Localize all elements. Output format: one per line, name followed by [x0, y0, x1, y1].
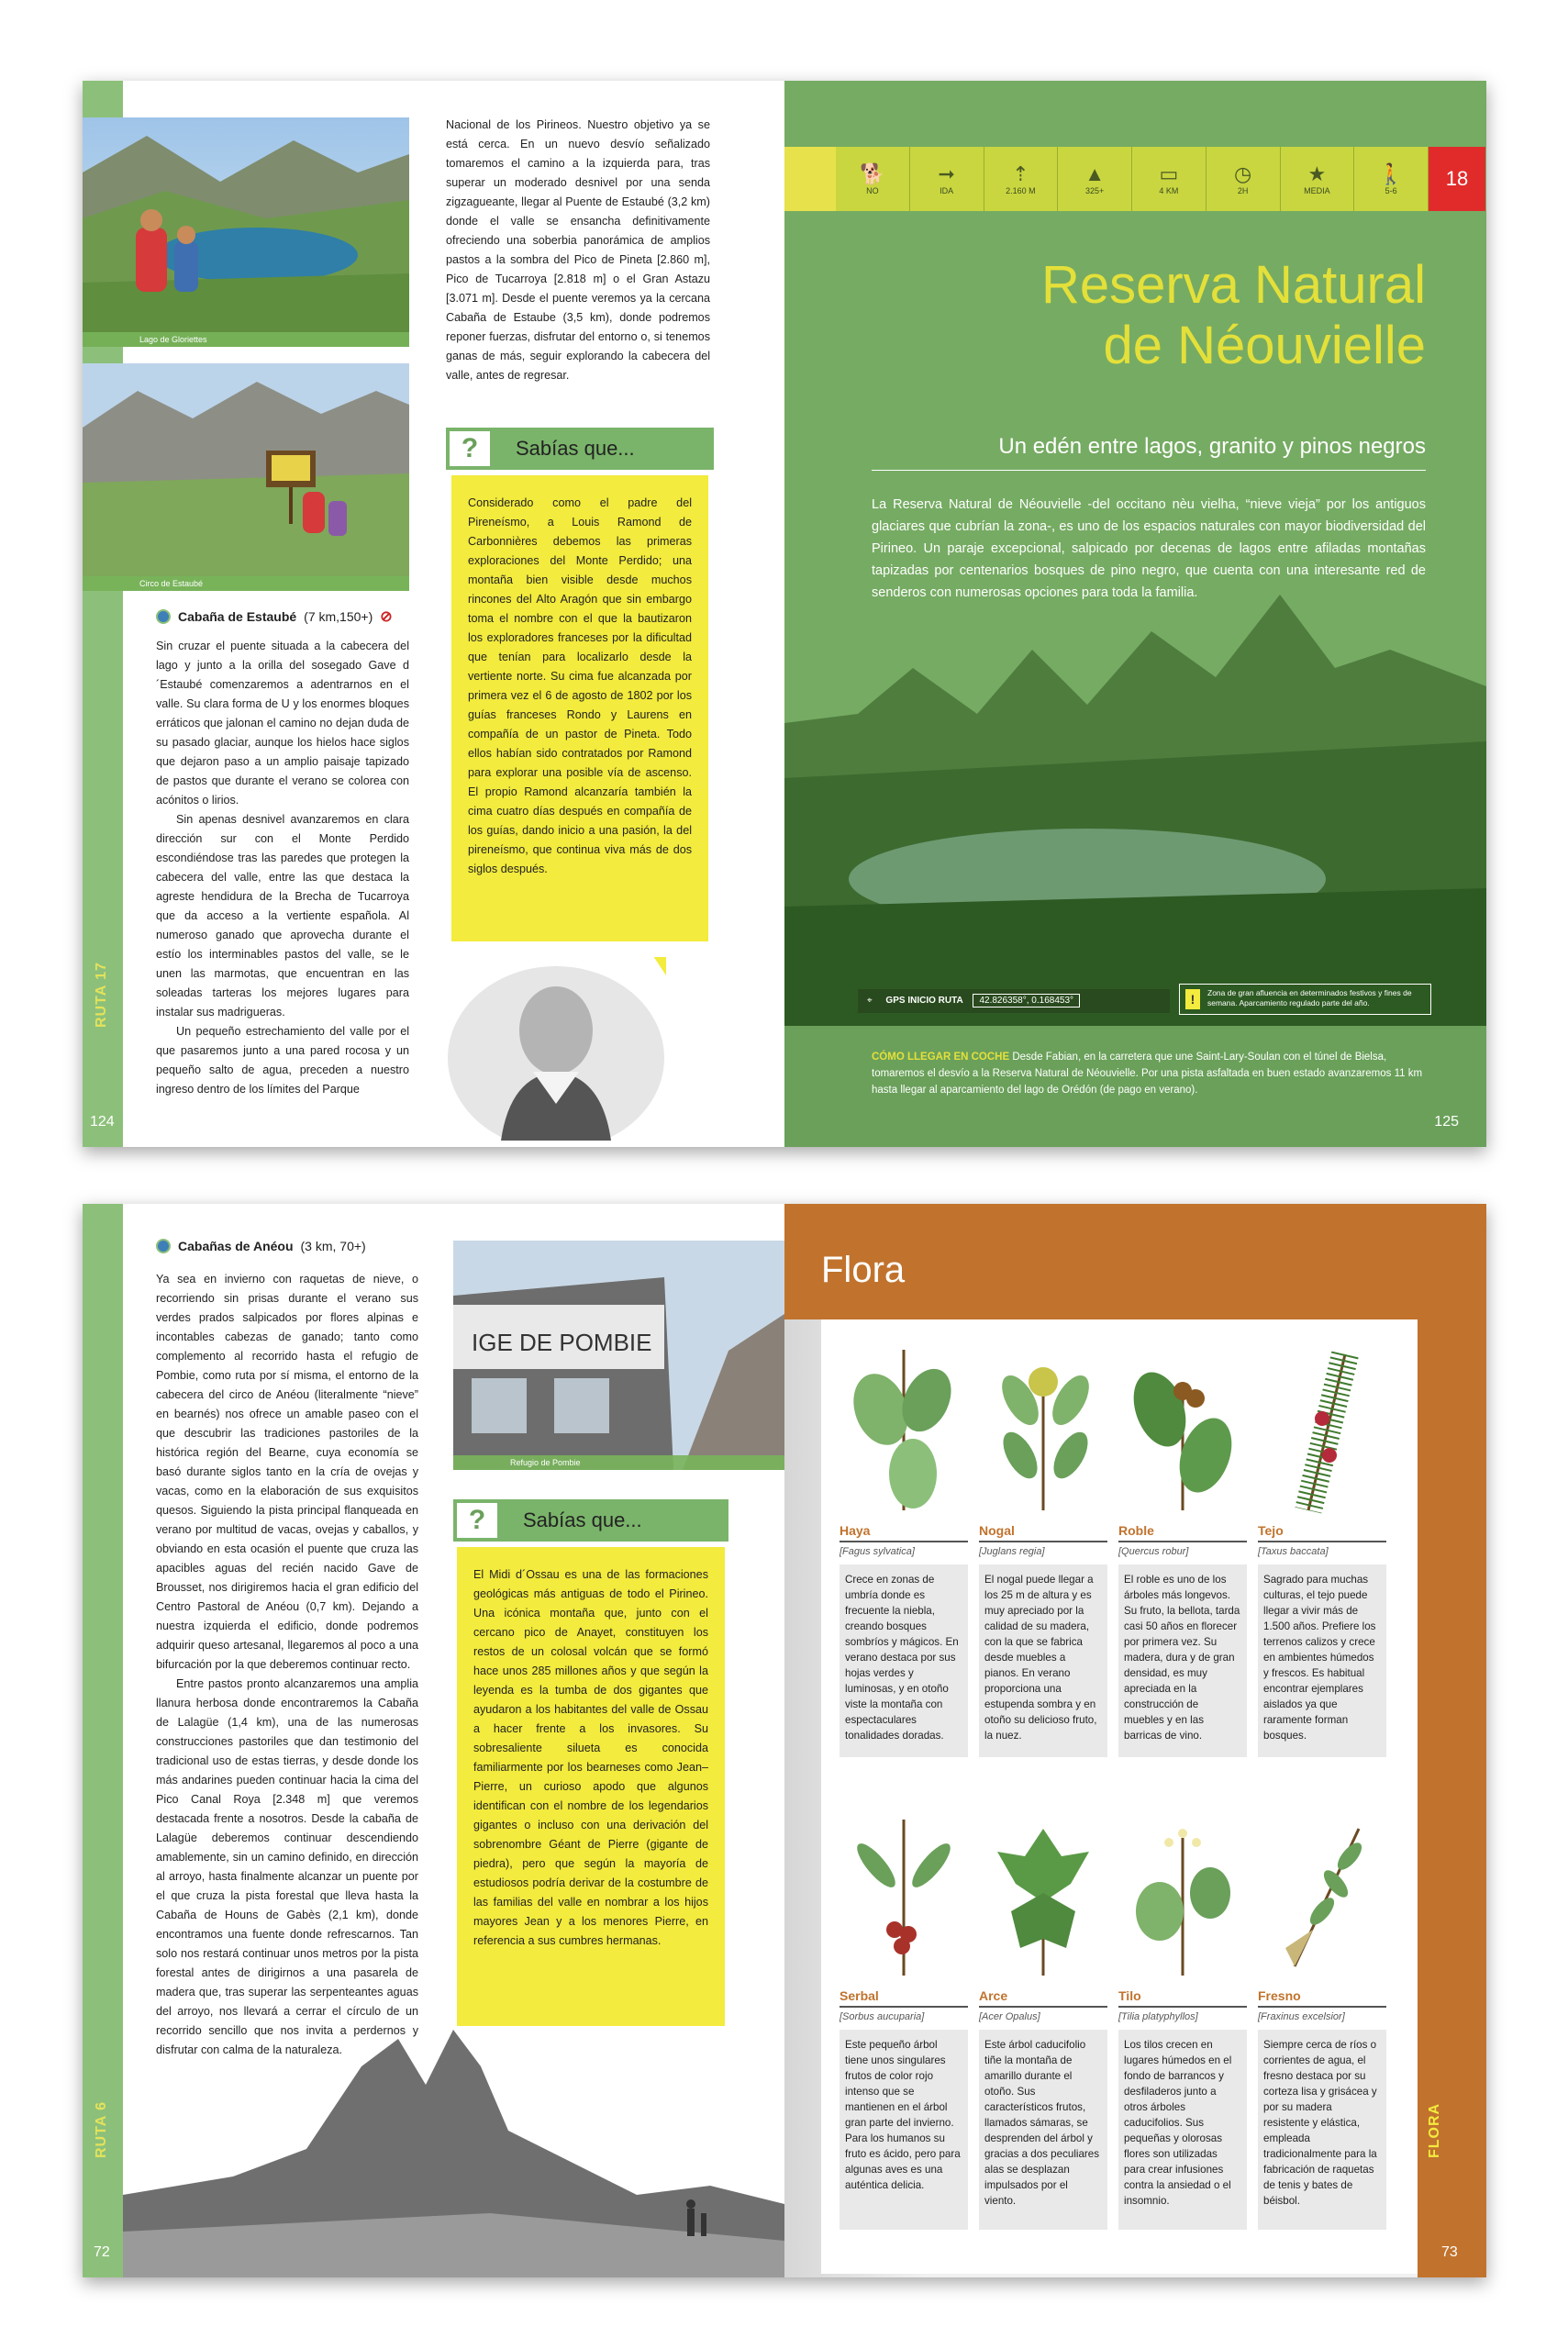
- no-dogs-icon: ⊘: [380, 609, 393, 625]
- question-icon: ?: [457, 1503, 497, 1538]
- photo-lago-gloriettes: [83, 117, 409, 347]
- paragraph: Nacional de los Pirineos. Nuestro objetivo ya se está cerca. En un nuevo desvío señalizado tomaremos el camino a la izquierda para, tras superar un moderado desnivel por una senda zigzagueante, llegar al Puente de Estaubé (3,2 km) donde el valle se ensancha definitivamente ofreciendo una soberbia panorámica de amplios pastos a la sombra del Pico de Pineta [2.860 m], Pico de Tucarroya [2.818 m] o el Gran Astazu [3.071 m]. Desde el puente veremos ya la cercana Cabaña de Estaube (3,5 km), donde podremos reponer fuerzas, disfrutar del entorno o, si tenemos ganas de más, seguir explorando la cabecera del valle, antes de regresar.: [446, 118, 710, 382]
- plant-haya: Haya [Fagus sylvatica] Crece en zonas de umbría donde es frecuente la niebla, creando bosques sombríos y mágicos. En verano destaca por sus hojas verdes y luminosas, y en otoño viste la montaña con espectaculares tonalidades doradas.: [840, 1345, 968, 1757]
- plant-fresno: Fresno [Fraxinus excelsior] Siempre cerca de ríos o corrientes de agua, el fresno destaca por su corteza lisa y grisácea y por su madera resistente y elástica, empleada tradicionalmente para la fabricación de raquetas de tenis y bates de béisbol.: [1258, 1810, 1386, 2230]
- paragraph: Un pequeño estrechamiento del valle por el que pasaremos junto a una pared rocosa y un pequeño salto de agua, preceden a nuestro ingreso dentro de los límites del Parque: [156, 1025, 409, 1096]
- side-label: FLORA: [1427, 2102, 1442, 2158]
- info-age: 🚶 5-6: [1354, 147, 1429, 211]
- spread-ruta-17: [83, 81, 1486, 1147]
- page-125: [784, 81, 1486, 1147]
- sabias-que-box: [453, 1499, 728, 2026]
- page-number: 73: [1441, 2244, 1458, 2260]
- child-icon: 🚶: [1378, 162, 1404, 185]
- photo-caption: Lago de Gloriettes: [83, 332, 409, 347]
- paragraph: Sin apenas desnivel avanzaremos en clara dirección sur con el Monte Perdido escondiéndose tras las paredes que protegen la cabecera del valle, entre las que destaca la agreste hendidura de la Brecha de Tucarroya que da acceso a la vertiente española. Al numeroso ganado que aprovecha durante el estío los interminables pastos del valle, se le unen las marmotas, que encuentran en las soleadas tarteras los mejores lugares para instalar sus madrigueras.: [156, 813, 409, 1019]
- plant-tejo: Tejo [Taxus baccata] Sagrado para muchas culturas, el tejo puede llegar a vivir más de 1.500 años. Prefiere los terrenos calizos y crece en ambientes húmedos y frescos. Es habitual encontrar ejemplares aislados ya que raramente forman bosques.: [1258, 1345, 1386, 1757]
- photo-caption: Circo de Estaubé: [83, 576, 409, 591]
- route-strip: [83, 1204, 123, 2277]
- portrait-ramond: [446, 957, 666, 1141]
- flora-panel: [821, 1319, 1418, 2274]
- info-bar-spacer: [784, 147, 836, 211]
- info-difficulty: ★ MEDIA: [1281, 147, 1355, 211]
- plant-serbal: Serbal [Sorbus aucuparia] Este pequeño árbol tiene unos singulares frutos de color rojo intenso que se mantienen en el árbol gran parte del invierno. Para los humanos su fruto es ácido, pero para algunas aves es una auténtica delicia.: [840, 1810, 968, 2230]
- howto-text: Desde Fabian, en la carretera que une Saint-Lary-Soulan con el túnel de Bielsa, tomaremos el desvío a la Reserva Natural de Néouvielle. Por una pista asfaltada en buen estado avanzaremos 11 km hasta llegar al aparcamiento del lago de Orédón (de pago en verano).: [872, 1052, 1423, 1096]
- route-label: RUTA 17: [94, 962, 109, 1028]
- page-title: Reserva Natural de Néouvielle: [1040, 255, 1426, 375]
- info-elevation: ▲ 325+: [1058, 147, 1132, 211]
- photo-refugio-pombie: [453, 1241, 784, 1470]
- section-heading: [156, 607, 393, 626]
- text-column-2: [446, 116, 710, 385]
- page-73-flora: [784, 1204, 1486, 2277]
- dog-icon: 🐕: [860, 162, 885, 185]
- page-number: 72: [94, 2244, 110, 2260]
- how-to-arrive: [872, 1049, 1426, 1098]
- sabias-title: Sabías que...: [516, 437, 635, 460]
- flora-side-strip: [1418, 1204, 1486, 2277]
- paragraph: Sin cruzar el puente situada a la cabecera del lago y junto a la orilla del sosegado Gave d´Estaubé comenzaremos a adentrarnos en el valle. Su clara forma de U y los enormes bloques erráticos que jalonan el camino no dejan duda de su pasado glaciar, aunque los hielos hace siglos que dejaron paso a un amplio paisaje tapizado de pastos que durante el verano se colorea con acónitos o lirios.: [156, 640, 409, 807]
- flora-header: [784, 1204, 1486, 1319]
- page-number: 124: [90, 1114, 115, 1130]
- route-point-icon: [156, 609, 171, 624]
- plant-roble: Roble [Quercus robur] El roble es uno de los árboles más longevos. Su fruto, la bellota, tarda casi 50 años en florecer por primera vez. Su madera, dura y de gran densidad, es muy apreciada en la construcción de muebles y en las barricas de vino.: [1118, 1345, 1247, 1757]
- subtitle-rule: [872, 470, 1426, 471]
- sabias-text: El Midi d´Ossau es una de las formaciones geológicas más antiguas de todo el Pirineo. Una icónica montaña que, junto con el cercano pico de Anayet, constituyen los restos de un colosal volcán que se formó hace unos 285 millones años y que según la leyenda es la tumba de dos gigantes que ayudaron a los habitantes del valle de Ossau a hacer frente a los invasores. Su sobresaliente silueta es conocida familiarmente por los bearneses como Jean–Pierre, un curioso apodo que algunos identifican con el nombre de los legendarios gigantes o incluso con una derivación del sobrenombre Géant de Pierre (gigante de piedra), pero que según la mayoría de estudiosos podría derivar de la costumbre de las familias del valle en nombrar a los hijos mayores Jean y a los menores Pierre, en referencia a sus cumbres hermanas.: [457, 1547, 725, 2026]
- paragraph: Entre pastos pronto alcanzaremos una amplia llanura herbosa donde encontraremos la Cabaña de Lalagüe (1,4 km), una de las numerosas construcciones pastoriles que dan testimonio del tradicional uso de estas tierras, y desde donde los más andarines pueden continuar hacia la cima del Pico Canal Roya [2.348 m] que veremos destacada frente a nosotros. Desde la cabaña de Lalagüe deberemos continuar descendiendo amablemente, sin un camino definido, en dirección al arroyo, hasta finalmente alcanzar un puente por el que cruza la pista forestal que lleva hasta la Cabaña de Houns de Gabès (2,1 km), donde encontramos una fuente donde refrescarnos. Tan solo nos restará continuar unos metros por la pista forestal antes de dirigirnos a una pasarela de madera que, tras superar las serpenteantes aguas del arroyo, nos llevará a cerrar el círculo de un recorrido sencillo que nos invita a perdernos y disfrutar con calma de la naturaleza.: [156, 1677, 418, 2056]
- question-icon: ?: [450, 431, 490, 466]
- arrow-right-icon: ➞: [938, 162, 955, 185]
- section-meta: (3 km, 70+): [300, 1239, 366, 1253]
- page-124: [83, 81, 784, 1147]
- altitude-icon: ⇡: [1012, 162, 1029, 185]
- section-title: Cabaña de Estaubé: [178, 609, 297, 624]
- sabias-text: Considerado como el padre del Pireneísmo, a Louis Ramond de Carbonnières debemos las primeras exploraciones del Monte Perdido; una montaña bien visible desde muchos rincones del Alto Aragón que sin embargo toma el nombre con el que la bautizaron los exploradores franceses por la dificultad que tenían para localizarlo desde la vertiente norte. Su cima fue alcanzada por primera vez el 6 de agosto de 1802 por los guías franceses Rondo y Laurens en compañía de un pastor de Pineta. Todo ellos habían sido contratados por Ramond para explorar una posible vía de ascenso. El propio Ramond alcanzaría también la cima cuatro días después en compañía de los guías, dando inicio a una pasión, la del pireneísmo, que continua viva más de dos siglos después.: [451, 475, 708, 941]
- route-label: RUTA 6: [94, 2101, 109, 2158]
- info-distance: ▭ 4 KM: [1132, 147, 1207, 211]
- route-number: 18: [1429, 147, 1485, 211]
- photo-circo-estaube: [83, 363, 409, 591]
- route-info-bar: [784, 147, 1485, 211]
- intro-text: La Reserva Natural de Néouvielle -del occitano nèu vielha, “nieve vieja” por los antiguos glaciares que cubrían la zona-, es uno de los espacios naturales con mayor biodiversidad del Pirineo. Un paraje excepcional, salpicado por decenas de lagos entre afiladas montañas tapizadas por centenarios bosques de pino negro, que cuenta con una interesante red de senderos con numerosas opciones para toda la familia.: [872, 497, 1426, 600]
- gps-label: GPS INICIO RUTA: [885, 996, 963, 1006]
- mountain-icon: ▲: [1084, 162, 1106, 185]
- spread-ruta-6: [83, 1204, 1486, 2277]
- photo-caption: Refugio de Pombie: [453, 1455, 784, 1470]
- gps-icon: ⌖: [867, 996, 873, 1006]
- route-point-icon: [156, 1239, 171, 1253]
- page-number: 125: [1434, 1114, 1459, 1130]
- plant-tilo: Tilo [Tilia platyphyllos] Los tilos crecen en lugares húmedos en el fondo de barrancos y desfiladeros junto a otros árboles caducifolios. Sus pequeñas y olorosas flores son utilizadas para crear infusiones contra la ansiedad o el insomnio.: [1118, 1810, 1247, 2230]
- text-column-1: [156, 1270, 418, 2060]
- plant-nogal: Nogal [Juglans regia] El nogal puede llegar a los 25 m de altura y es muy apreciado por la calidad de su madera, con la que se fabrica desde muebles a pianos. En verano proporciona una estupenda sombra y en otoño su delicioso fruto, la nuez.: [979, 1345, 1107, 1757]
- info-time: ◷ 2H: [1207, 147, 1281, 211]
- warning-icon: !: [1185, 989, 1200, 1009]
- warning-box: ! Zona de gran afluencia en determinados festivos y fines de semana. Aparcamiento regulado parte del año.: [1179, 984, 1431, 1015]
- section-title: Cabañas de Anéou: [178, 1239, 294, 1253]
- section-meta: (7 km,150+): [304, 609, 373, 624]
- paragraph: Ya sea en invierno con raquetas de nieve, o recorriendo sin prisas durante el verano sus verdes prados salpicados por flores alpinas e incontables cabezas de ganado; tanto como complemento al recorrido hasta el refugio de Pombie, como ruta por sí misma, el entorno de la cabecera del circo de Anéou (literalmente “nieve” en bearnés) nos ofrece un amable paseo con el que descubrir las tradiciones pastoriles de la histórica región del Bearne, cuya economía se basó durante siglos tanto en la cría de ovejas y vacas, como en la elaboración de sus exquisitos quesos. Siguiendo la pista principal flanqueada en verano por multitud de vacas, ovejas y caballos, y obviando en esta ocasión el puente que cruza las apacibles aguas del recién nacido Gave de Brousset, nos dirigiremos hacia el gran edificio del Centro Pastoral de Anéou (0,7 km). Dejando a nuestra izquierda el edificio, donde podremos adquirir queso artesanal, llegaremos al poco a una bifurcación por la que deberemos continuar recto.: [156, 1273, 418, 1671]
- info-direction: ➞ IDA: [910, 147, 984, 211]
- howto-label: CÓMO LLEGAR EN COCHE: [872, 1052, 1010, 1063]
- star-icon: ★: [1307, 162, 1327, 185]
- info-dogs: 🐕 NO: [836, 147, 910, 211]
- clock-icon: ◷: [1234, 162, 1252, 185]
- section-heading: [156, 1239, 366, 1253]
- ruler-icon: ▭: [1159, 162, 1179, 185]
- sabias-que-box: [446, 428, 714, 941]
- flora-title: Flora: [821, 1250, 906, 1290]
- info-altitude: ⇡ 2.160 M: [984, 147, 1059, 211]
- sabias-title: Sabías que...: [523, 1508, 642, 1531]
- plant-arce: Arce [Acer Opalus] Este árbol caducifolio tiñe la montaña de amarillo durante el otoño. Sus característicos frutos, llamados sámaras, se desprenden del árbol y gracias a dos peculiares alas se desplazan impulsados por el viento.: [979, 1810, 1107, 2230]
- gps-bar: [858, 989, 1427, 1015]
- gps-value: 42.826358°, 0.168453°: [973, 994, 1080, 1008]
- midi-ossau-illustration: [123, 2011, 784, 2277]
- page-subtitle: Un edén entre lagos, granito y pinos negros: [998, 434, 1426, 459]
- svg-text:IGE DE POMBIE: IGE DE POMBIE: [472, 1329, 652, 1356]
- text-column-1: [156, 637, 409, 1099]
- page-72: [83, 1204, 784, 2277]
